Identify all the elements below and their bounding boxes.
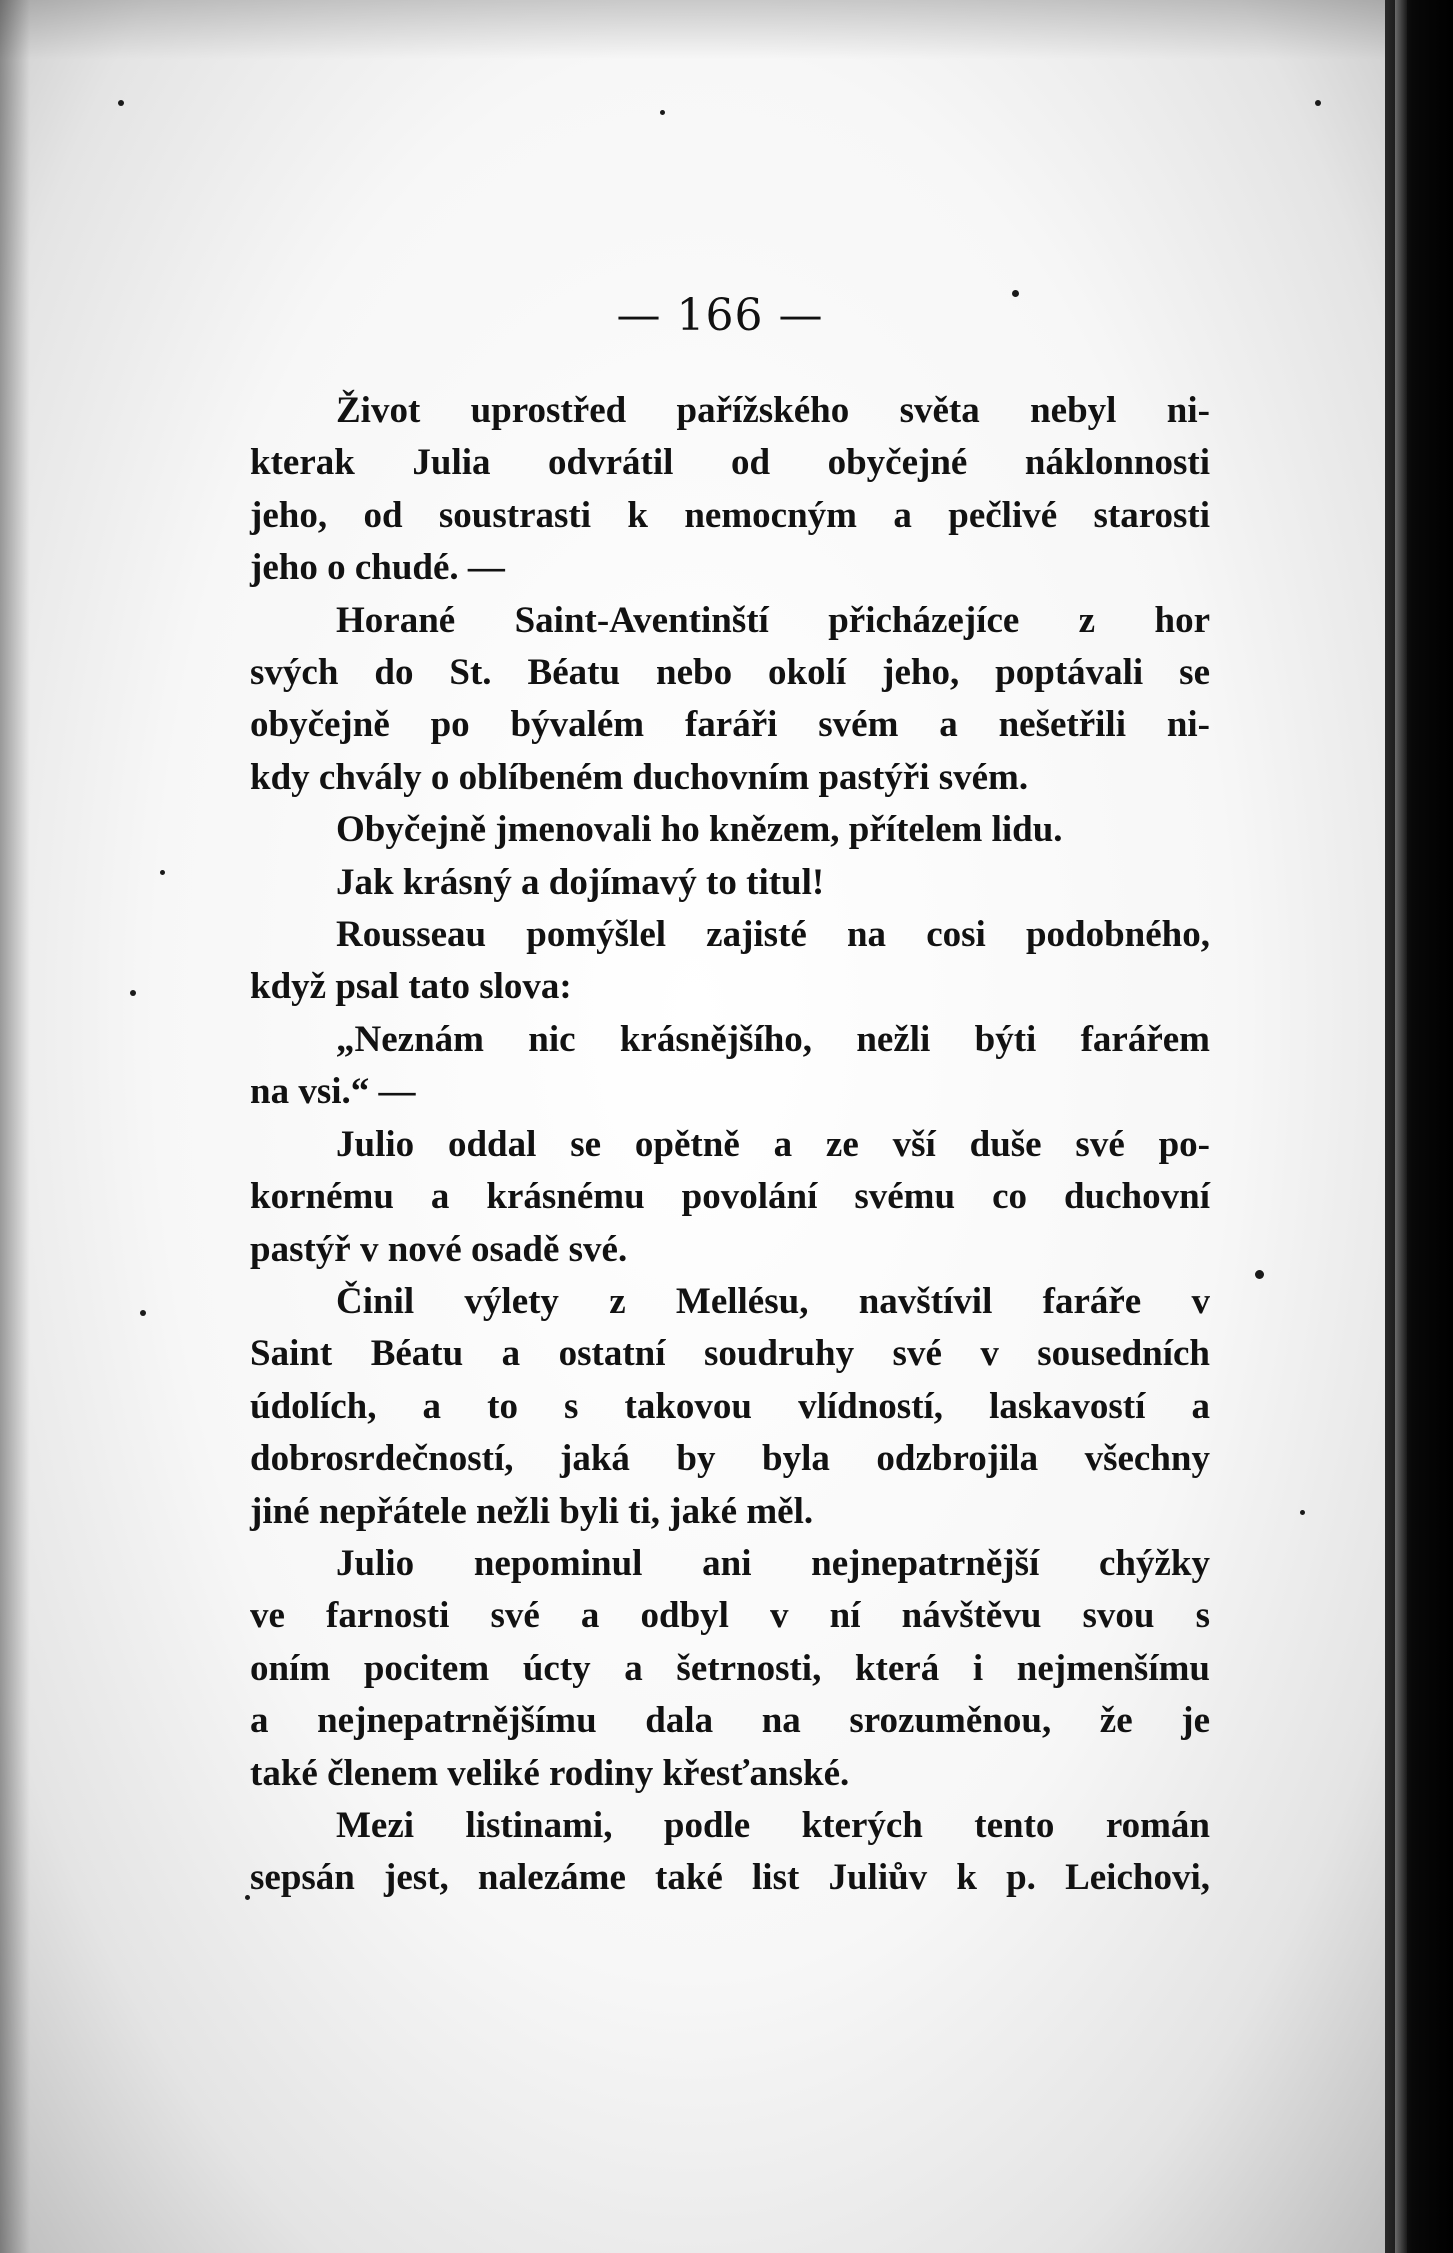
text-line: údolích, a to s takovou vlídností, laskavostí a bbox=[250, 1385, 1210, 1427]
text-line: Obyčejně jmenovali ho knězem, přítelem lidu. bbox=[336, 809, 1063, 851]
text-line: Život uprostřed pařížského světa nebyl ni- bbox=[336, 390, 1210, 431]
text-line: ve farnosti své a odbyl v ní návštěvu svou s bbox=[250, 1595, 1210, 1637]
text-line: kornému a krásnému povolání svému co duchovní bbox=[250, 1176, 1210, 1218]
text-line: také členem veliké rodiny křesťanské. bbox=[250, 1752, 850, 1794]
scan-speck bbox=[1012, 290, 1019, 297]
scan-speck bbox=[1255, 1270, 1264, 1279]
scan-speck bbox=[660, 110, 665, 115]
text-line: svých do St. Béatu nebo okolí jeho, poptávali se bbox=[250, 652, 1210, 694]
text-line: oním pocitem úcty a šetrnosti, která i nejmenšímu bbox=[250, 1647, 1210, 1689]
text-line: Saint Béatu a ostatní soudruhy své v sousedních bbox=[250, 1333, 1210, 1375]
scan-speck bbox=[130, 990, 136, 996]
text-line: Jak krásný a dojímavý to titul! bbox=[336, 861, 825, 903]
top-edge-shadow bbox=[0, 0, 1388, 60]
left-binding-shadow bbox=[0, 0, 30, 2253]
scan-speck bbox=[140, 1310, 146, 1316]
text-line: kdy chvály o oblíbeném duchovním pastýři svém. bbox=[250, 756, 1029, 798]
text-line: Činil výlety z Mellésu, navštívil faráře v bbox=[336, 1280, 1210, 1322]
text-line: kterak Julia odvrátil od obyčejné náklonnosti bbox=[250, 442, 1210, 484]
text-line: pastýř v nové osadě své. bbox=[250, 1228, 628, 1270]
text-line: „Neznám nic krásnějšího, nežli býti farářem bbox=[336, 1018, 1210, 1060]
text-line: jeho o chudé. — bbox=[250, 547, 505, 589]
scan-speck bbox=[118, 100, 124, 106]
text-line: jeho, od soustrasti k nemocným a pečlivé starosti bbox=[250, 494, 1210, 536]
adjacent-page-strip bbox=[1395, 0, 1407, 2253]
text-line: sepsán jest, nalezáme také list Juliův k p. Leichovi, bbox=[250, 1857, 1210, 1899]
text-line: Julio nepominul ani nejnepatrnější chýžky bbox=[336, 1542, 1210, 1584]
text-line: Mezi listinami, podle kterých tento román bbox=[336, 1804, 1210, 1846]
text-line: jiné nepřátele nežli byli ti, jaké měl. bbox=[250, 1490, 814, 1532]
scan-speck bbox=[1315, 100, 1321, 106]
scan-speck bbox=[160, 870, 165, 875]
page-number: — 166 — bbox=[616, 290, 824, 341]
text-line: Julio oddal se opětně a ze vší duše své po- bbox=[336, 1123, 1210, 1165]
text-line: obyčejně po bývalém faráři svém a nešetřili ni- bbox=[250, 704, 1210, 746]
text-line: dobrosrdečností, jaká by byla odzbrojila všechny bbox=[250, 1438, 1210, 1480]
text-line: na vsi.“ — bbox=[250, 1071, 416, 1113]
text-line: když psal tato slova: bbox=[250, 966, 572, 1008]
text-line: Rousseau pomýšlel zajisté na cosi podobného, bbox=[336, 914, 1210, 956]
text-line: a nejnepatrnějšímu dala na srozuměnou, že je bbox=[250, 1700, 1210, 1742]
body-text bbox=[250, 385, 1210, 1905]
text-line: Horané Saint-Aventinští přicházejíce z hor bbox=[336, 599, 1210, 641]
scan-speck bbox=[1300, 1510, 1305, 1515]
